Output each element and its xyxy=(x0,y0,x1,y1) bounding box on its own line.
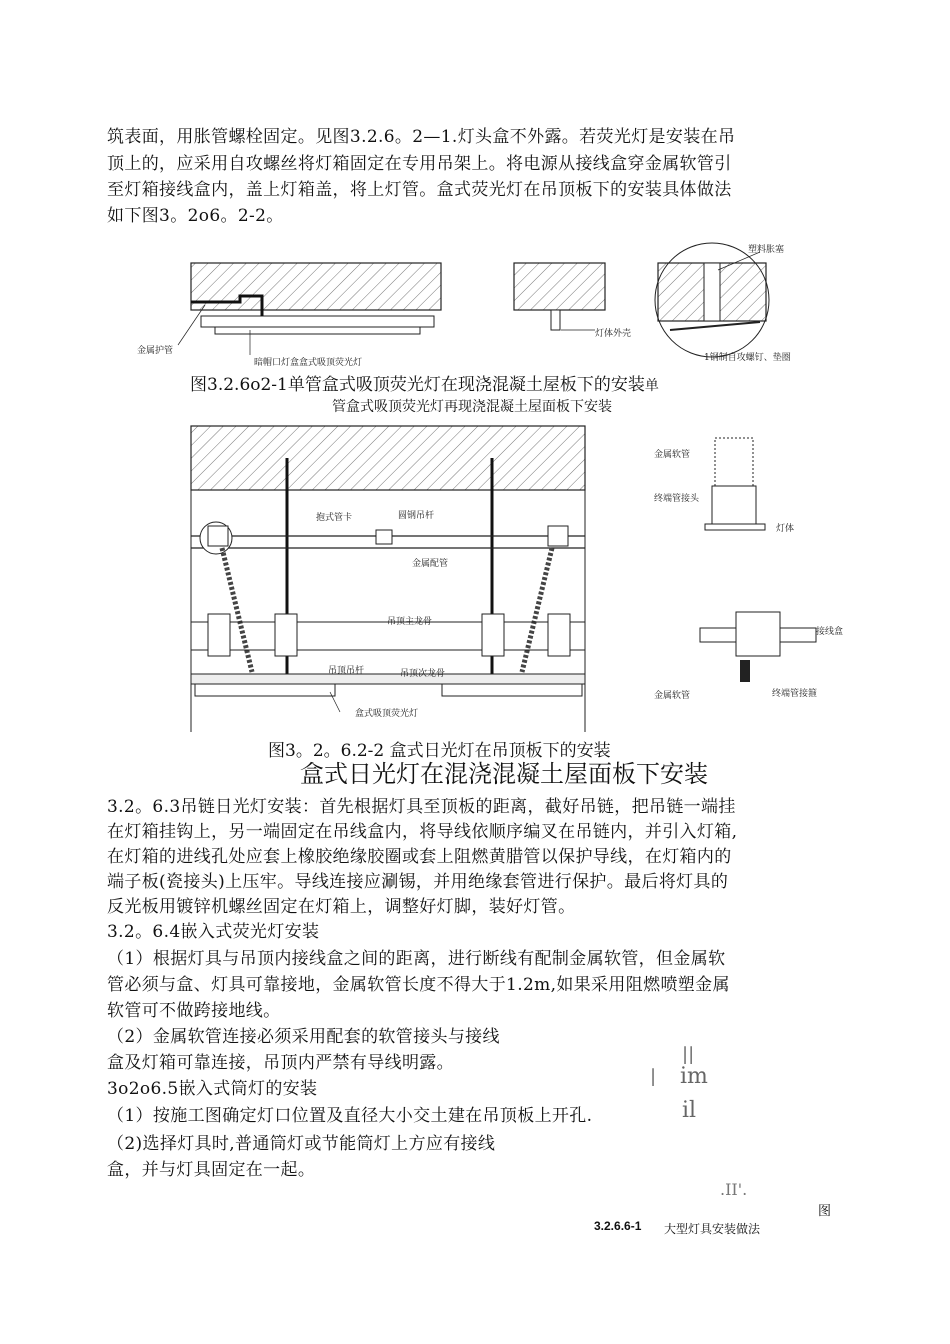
label-recessed-box: 暗帽口灯盒盒式吸顶荧光灯 xyxy=(254,358,363,368)
pipe-detail xyxy=(700,628,736,642)
label-round-rod: 圆钢吊杆 xyxy=(398,511,435,521)
label-metal-hose: 金属软管 xyxy=(654,450,691,460)
keel-block xyxy=(208,614,230,656)
concrete-slab xyxy=(191,426,585,490)
figure2-big-title: 盒式日光灯在混浇混凝土屋面板下安装 xyxy=(300,760,708,788)
ocr-mark: || xyxy=(682,1044,695,1065)
label-metal-conduit: 金属护管 xyxy=(137,346,174,356)
text-line: 顶上的，应采用自攻螺丝将灯箱固定在专用吊架上。将电源从接线盒穿金属软管引 xyxy=(107,154,732,174)
figure2-caption: 图3。2。6.2-2 盒式日光灯在吊顶板下的安装 xyxy=(268,741,611,761)
box-lamp xyxy=(195,684,335,696)
text-line: 反光板用镀锌机螺丝固定在灯箱上，调整好灯脚，装好灯管。 xyxy=(107,897,576,917)
box-lamp xyxy=(442,684,582,696)
label-secondary-keel: 吊顶次龙骨 xyxy=(400,669,446,679)
text-line: 盒及灯箱可靠连接，吊顶内严禁有导线明露。 xyxy=(107,1053,454,1073)
pipe-detail xyxy=(780,628,816,642)
figure3-number: 3.2.6.6-1 xyxy=(594,1219,642,1233)
text-line: （1）根据灯具与吊顶内接线盒之间的距离，进行断线有配制金属软管，但金属软 xyxy=(107,949,726,969)
keel-block xyxy=(548,614,570,656)
junction-box xyxy=(208,526,228,546)
label-plastic-anchor: 塑料胀塞 xyxy=(748,245,785,255)
ocr-mark: | xyxy=(650,1066,657,1087)
section-title: 3o2o6.5嵌入式筒灯的安装 xyxy=(107,1079,318,1099)
junction-box-detail-2 xyxy=(736,612,780,656)
figure3-caption: 大型灯具安装做法 xyxy=(664,1222,761,1236)
keel-block xyxy=(275,614,297,656)
caption-tail: 单 xyxy=(644,378,659,394)
text-line: （2)选择灯具时,普通筒灯或节能筒灯上方应有接线 xyxy=(107,1134,496,1154)
ceiling-board xyxy=(191,674,585,684)
text-line: 如下图3。2o6。2-2。 xyxy=(107,206,284,226)
label-end-nut: 终端管接箍 xyxy=(772,689,818,699)
text-line: 筑表面，用胀管螺栓固定。见图3.2.6。2—1.灯头盒不外露。若荧光灯是安装在吊 xyxy=(107,127,736,147)
label-hanger: 吊顶吊杆 xyxy=(328,666,365,676)
text-line: 至灯箱接线盒内，盖上灯箱盖，将上灯管。盒式荧光灯在吊顶板下的安装具体做法 xyxy=(107,180,732,200)
label-lamp-body: 灯体 xyxy=(776,524,795,534)
label-junction-box: 接线盒 xyxy=(816,627,844,637)
end-joint-detail xyxy=(712,486,756,524)
text-line: 在灯箱的进线孔处应套上橡胶绝缘胶圈或套上阻燃黄腊管以保护导线，在灯箱内的 xyxy=(107,847,732,867)
keel-block xyxy=(482,614,504,656)
label-box-lamp: 盒式吸顶荧光灯 xyxy=(355,709,419,719)
lamp-body-detail xyxy=(705,524,765,530)
junction-box xyxy=(548,526,568,546)
text-line: 软管可不做跨接地线。 xyxy=(107,1001,281,1021)
label-end-joint: 终端管接头 xyxy=(654,494,700,504)
text-line: 端子板(瓷接头)上压牢。导线连接应涮锡，并用绝缘套管进行保护。最后将灯具的 xyxy=(107,872,729,892)
text-line: 在灯箱挂钩上，另一端固定在吊线盒内，将导线依顺序编叉在吊链内，并引入灯箱, xyxy=(107,822,738,842)
text-line: 3.2。6.3吊链日光灯安装：首先根据灯具至顶板的距离，截好吊链，把吊链一端挂 xyxy=(107,797,736,817)
caption-text: 图3.2.6o2-1单管盒式吸顶荧光灯在现浇混凝土屋板下的安装 xyxy=(190,375,645,395)
label-main-keel: 吊顶主龙骨 xyxy=(387,617,433,627)
text-line: 管必须与盒、灯具可靠接地，金属软管长度不得大于1.2m,如果采用阻燃喷塑金属 xyxy=(107,975,730,995)
text-line: （2）金属软管连接必须采用配套的软管接头与接线 xyxy=(107,1027,500,1047)
end-nut-detail xyxy=(740,660,750,682)
label-screw-washer: 1钢制自攻螺钉、垫圈 xyxy=(704,353,791,363)
label-lamp-shell: 灯体外壳 xyxy=(595,329,632,339)
label-metal-pipe: 金属配管 xyxy=(412,559,449,569)
text-line: 盒，并与灯具固定在一起。 xyxy=(107,1160,316,1180)
section-title: 3.2。6.4嵌入式荧光灯安装 xyxy=(107,922,320,942)
figure3-tu: 图 xyxy=(818,1204,832,1219)
ocr-mark: il xyxy=(682,1098,697,1123)
text-line: （1）按施工图确定灯口位置及直径大小交土建在吊顶板上开孔. xyxy=(107,1106,593,1126)
label-metal-hose-2: 金属软管 xyxy=(654,691,691,701)
ocr-mark: .II'. xyxy=(720,1180,748,1199)
pipe-clamp xyxy=(376,530,392,544)
ocr-mark: im xyxy=(680,1064,708,1089)
figure1-subcaption: 管盒式吸顶荧光灯再现浇混凝土屋面板下安装 xyxy=(332,399,612,415)
label-clamp: 抱式管卡 xyxy=(316,513,353,523)
